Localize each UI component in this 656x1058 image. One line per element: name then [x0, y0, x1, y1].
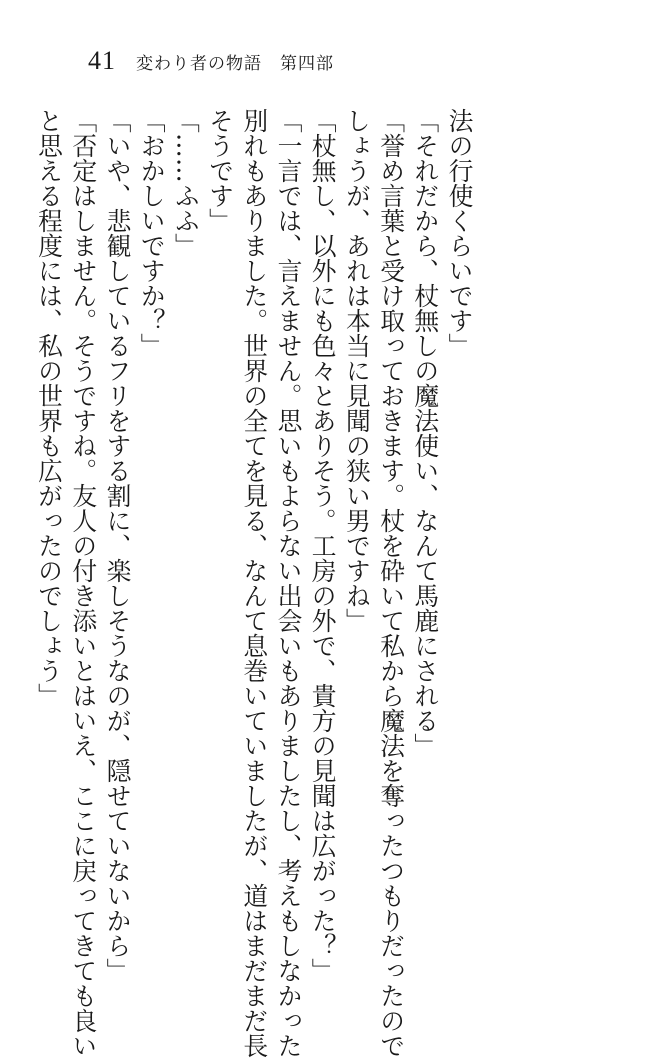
page-number: 41: [88, 46, 116, 75]
text-line: 「おかしいですか？」: [137, 108, 167, 358]
text-line: しょうが、あれは本当に見聞の狭い男ですね」: [342, 108, 372, 633]
text-line: 「誉め言葉と受け取っておきます。杖を砕いて私から魔法を奪ったつもりだったので: [376, 108, 406, 1058]
text-line: 法の行使くらいです」: [445, 108, 474, 358]
text-line: 「いや、悲観しているフリをする割に、楽しそうなのが、隠せていないから」: [102, 108, 132, 983]
text-line: と思える程度には、私の世界も広がったのでしょう」: [34, 108, 64, 708]
text-line: そうです」: [205, 108, 235, 233]
page-header: [88, 46, 334, 76]
running-title: 変わり者の物語 第四部: [136, 54, 334, 74]
text-line: 別れもありました。世界の全てを見る、なんて息巻いていましたが、道はまだまだ長: [239, 108, 269, 1058]
body-text: [31, 108, 476, 1058]
text-line: 「それだから、杖無しの魔法使い、なんて馬鹿にされる」: [410, 108, 440, 758]
text-line: 「杖無し、以外にも色々とありそう。工房の外で、貴方の見聞は広がった？」: [308, 108, 338, 983]
text-line: 「一言では、言えません。思いもよらない出会いもありましたし、考えもしなかった: [273, 108, 303, 1058]
text-line: 「否定はしません。そうですね。友人の付き添いとはいえ、ここに戻ってきても良い: [68, 108, 98, 1058]
text-line: 「……ふふ」: [171, 108, 201, 258]
